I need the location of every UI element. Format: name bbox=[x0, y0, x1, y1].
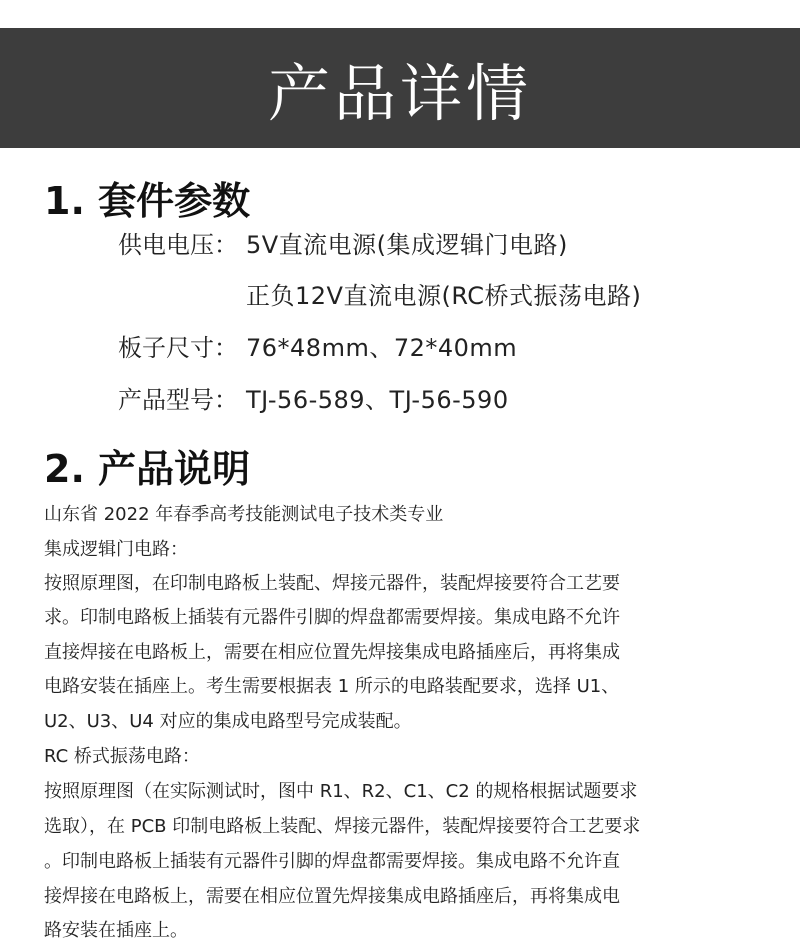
description-line: 。印制电路板上插装有元器件引脚的焊盘都需要焊接。集成电路不允许直 bbox=[44, 851, 620, 872]
param-row-model bbox=[118, 383, 509, 417]
param-label: 板子尺寸： bbox=[118, 334, 238, 362]
param-value: 5V直流电源(集成逻辑门电路) bbox=[246, 231, 568, 259]
description-line: 直接焊接在电路板上，需要在相应位置先焊接集成电路插座后，再将集成 bbox=[44, 642, 620, 663]
description-line: 电路安装在插座上。考生需要根据表 1 所示的电路装配要求，选择 U1、 bbox=[44, 676, 620, 697]
section-title-description: 2. 产品说明 bbox=[44, 447, 251, 491]
description-line: 求。印制电路板上插装有元器件引脚的焊盘都需要焊接。集成电路不允许 bbox=[44, 607, 620, 628]
param-value: 正负12V直流电源(RC桥式振荡电路) bbox=[246, 282, 642, 310]
description-line: 选取），在 PCB 印制电路板上装配、焊接元器件，装配焊接要符合工艺要求 bbox=[44, 816, 641, 837]
param-value: TJ-56-589、TJ-56-590 bbox=[246, 386, 509, 414]
param-row-voltage bbox=[118, 228, 568, 262]
param-label: 供电电压： bbox=[118, 231, 238, 259]
param-row-voltage-2 bbox=[246, 279, 641, 313]
page-title: 产品详情 bbox=[267, 56, 532, 130]
description-line: 按照原理图（在实际测试时，图中 R1、R2、C1、C2 的规格根据试题要求 bbox=[44, 781, 638, 802]
description-line: 按照原理图，在印制电路板上装配、焊接元器件，装配焊接要符合工艺要 bbox=[44, 573, 620, 594]
description-line: 山东省 2022 年春季高考技能测试电子技术类专业 bbox=[44, 504, 444, 525]
param-label: 产品型号： bbox=[118, 386, 238, 414]
description-line: U2、U3、U4 对应的集成电路型号完成装配。 bbox=[44, 711, 412, 732]
param-value: 76*48mm、72*40mm bbox=[246, 334, 518, 362]
description-line: 路安装在插座上。 bbox=[44, 920, 188, 941]
title-banner bbox=[0, 28, 800, 148]
description-line: RC 桥式振荡电路： bbox=[44, 746, 200, 767]
section-title-kit-params: 1. 套件参数 bbox=[44, 179, 251, 223]
description-line: 集成逻辑门电路： bbox=[44, 539, 188, 560]
param-row-board-size bbox=[118, 331, 517, 365]
description-line: 接焊接在电路板上，需要在相应位置先焊接集成电路插座后，再将集成电 bbox=[44, 886, 620, 907]
